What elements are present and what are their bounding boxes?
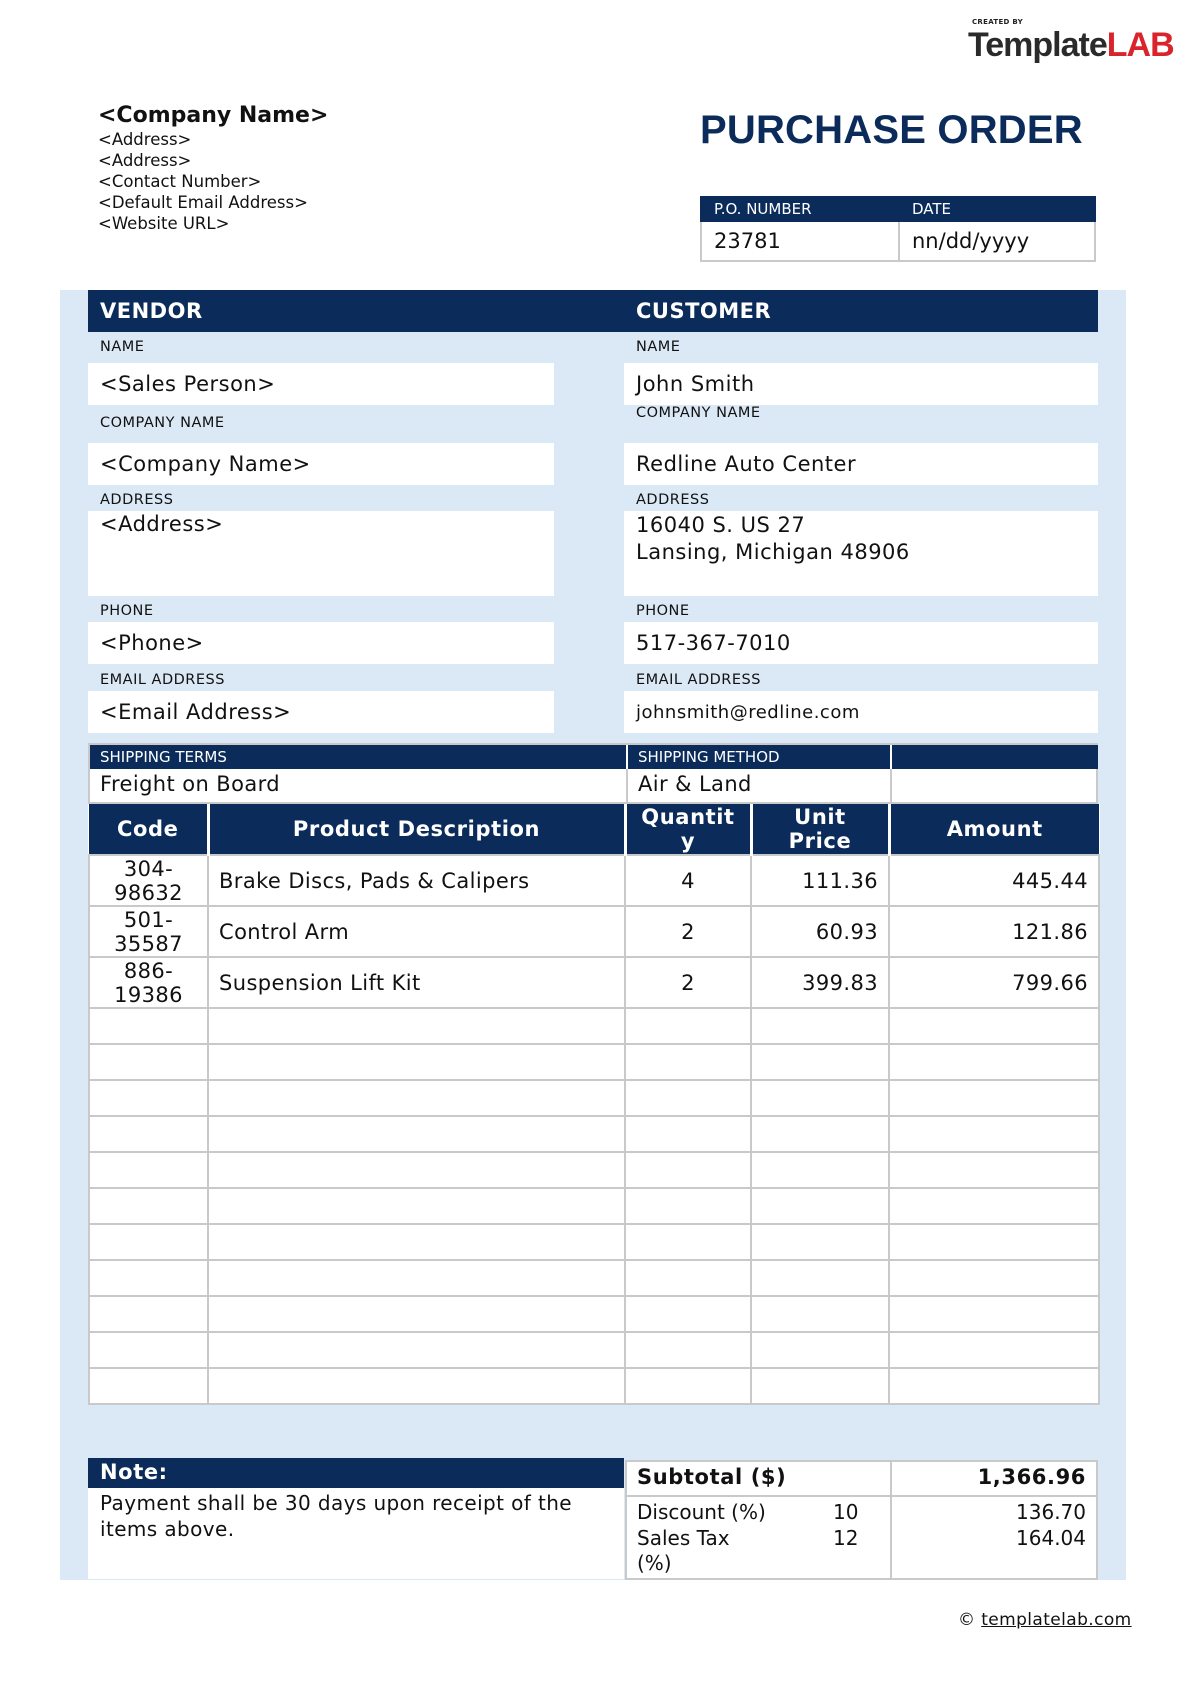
po-values (700, 222, 1096, 262)
empty-cell[interactable] (89, 1260, 208, 1296)
empty-cell[interactable] (625, 1188, 751, 1224)
empty-cell[interactable] (208, 1116, 625, 1152)
table-header-row (89, 804, 1099, 855)
logo-wordmark: TemplateLAB (968, 26, 1174, 64)
empty-cell[interactable] (889, 1260, 1099, 1296)
col-amount: Amount (889, 804, 1099, 855)
empty-cell[interactable] (889, 1008, 1099, 1044)
po-number-label: P.O. NUMBER (714, 200, 812, 218)
empty-cell[interactable] (208, 1296, 625, 1332)
company-address-1: <Address> (98, 130, 192, 149)
shipping-method-label: SHIPPING METHOD (628, 745, 890, 769)
table-row-empty (89, 1296, 1099, 1332)
empty-cell[interactable] (89, 1044, 208, 1080)
item-code[interactable]: 501- 35587 (89, 906, 208, 957)
customer-address-line2: Lansing, Michigan 48906 (636, 540, 910, 564)
vendor-address-label: ADDRESS (100, 492, 174, 508)
table-row-empty (89, 1260, 1099, 1296)
empty-cell[interactable] (889, 1116, 1099, 1152)
company-address-2: <Address> (98, 151, 192, 170)
empty-cell[interactable] (208, 1044, 625, 1080)
item-unit-price[interactable]: 111.36 (751, 855, 889, 906)
empty-cell[interactable] (889, 1152, 1099, 1188)
empty-cell[interactable] (625, 1296, 751, 1332)
empty-cell[interactable] (889, 1332, 1099, 1368)
empty-cell[interactable] (208, 1260, 625, 1296)
tax-rate[interactable]: 12 (833, 1526, 859, 1550)
empty-cell[interactable] (751, 1080, 889, 1116)
item-unit-price[interactable]: 60.93 (751, 906, 889, 957)
templatelab-logo (968, 18, 1180, 68)
vendor-phone-label: PHONE (100, 603, 154, 619)
subtotal-value: 1,366.96 (977, 1465, 1086, 1489)
empty-cell[interactable] (751, 1008, 889, 1044)
empty-cell[interactable] (89, 1296, 208, 1332)
line-items-table (88, 804, 1100, 1405)
company-info (98, 103, 328, 234)
empty-cell[interactable] (889, 1368, 1099, 1404)
empty-cell[interactable] (889, 1188, 1099, 1224)
item-amount: 799.66 (889, 957, 1099, 1008)
empty-cell[interactable] (625, 1044, 751, 1080)
po-number-field[interactable]: 23781 (714, 229, 781, 253)
empty-cell[interactable] (889, 1224, 1099, 1260)
empty-cell[interactable] (625, 1116, 751, 1152)
customer-company-field[interactable]: Redline Auto Center (624, 443, 1098, 485)
totals-section (625, 1460, 1098, 1580)
vendor-email-field[interactable]: <Email Address> (88, 691, 554, 733)
item-code[interactable]: 304- 98632 (89, 855, 208, 906)
customer-address-line1: 16040 S. US 27 (636, 513, 806, 537)
empty-cell[interactable] (625, 1260, 751, 1296)
col-description: Product Description (208, 804, 625, 855)
table-row-empty (89, 1368, 1099, 1404)
empty-cell[interactable] (208, 1224, 625, 1260)
empty-cell[interactable] (625, 1224, 751, 1260)
company-name: <Company Name> (98, 103, 329, 128)
empty-cell[interactable] (89, 1188, 208, 1224)
table-row-empty (89, 1188, 1099, 1224)
empty-cell[interactable] (625, 1332, 751, 1368)
table-row (89, 957, 1099, 1008)
tax-row (627, 1526, 1096, 1578)
customer-email-field[interactable]: johnsmith@redline.com (624, 691, 1098, 733)
item-description[interactable]: Brake Discs, Pads & Calipers (208, 855, 625, 906)
item-amount: 121.86 (889, 906, 1099, 957)
empty-cell[interactable] (208, 1368, 625, 1404)
col-quantity: Quantit y (625, 804, 751, 855)
note-text[interactable]: Payment shall be 30 days upon receipt of the items above. (88, 1488, 624, 1579)
discount-value: 136.70 (1016, 1500, 1086, 1524)
empty-cell[interactable] (625, 1152, 751, 1188)
item-description[interactable]: Suspension Lift Kit (208, 957, 625, 1008)
empty-cell[interactable] (89, 1368, 208, 1404)
vendor-company-field[interactable]: <Company Name> (88, 443, 554, 485)
empty-cell[interactable] (751, 1152, 889, 1188)
shipping-method-field[interactable]: Air & Land (626, 769, 890, 804)
empty-cell[interactable] (625, 1080, 751, 1116)
empty-cell[interactable] (208, 1152, 625, 1188)
vendor-name-label: NAME (100, 339, 145, 355)
item-quantity[interactable]: 2 (625, 906, 751, 957)
empty-cell[interactable] (625, 1008, 751, 1044)
table-row-empty (89, 1332, 1099, 1368)
empty-cell[interactable] (751, 1260, 889, 1296)
item-quantity[interactable]: 2 (625, 957, 751, 1008)
item-unit-price[interactable]: 399.83 (751, 957, 889, 1008)
customer-name-label: NAME (636, 339, 681, 355)
col-code: Code (89, 804, 208, 855)
empty-cell[interactable] (889, 1080, 1099, 1116)
customer-address-field[interactable] (624, 511, 1098, 596)
table-row-empty (89, 1080, 1099, 1116)
empty-cell[interactable] (89, 1080, 208, 1116)
customer-address-label: ADDRESS (636, 492, 710, 508)
item-code[interactable]: 886- 19386 (89, 957, 208, 1008)
empty-cell[interactable] (89, 1332, 208, 1368)
customer-name-field[interactable]: John Smith (624, 363, 1098, 405)
col-unit-price: Unit Price (751, 804, 889, 855)
po-date-label: DATE (912, 200, 952, 218)
table-row-empty (89, 1152, 1099, 1188)
vendor-heading: VENDOR (88, 290, 624, 332)
shipping-section (88, 743, 1098, 804)
tax-label: Sales Tax (%) (637, 1526, 730, 1575)
vendor-phone-field[interactable]: <Phone> (88, 622, 554, 664)
po-date-field[interactable]: nn/dd/yyyy (898, 222, 1094, 260)
discount-row (627, 1497, 1096, 1527)
copyright-icon: © (958, 1610, 976, 1630)
empty-cell[interactable] (751, 1116, 889, 1152)
empty-cell[interactable] (751, 1332, 889, 1368)
discount-rate[interactable]: 10 (833, 1500, 859, 1524)
empty-cell[interactable] (625, 1368, 751, 1404)
shipping-extra-field[interactable] (890, 769, 1096, 804)
tax-value: 164.04 (1016, 1526, 1086, 1550)
po-header (700, 196, 1096, 222)
company-email: <Default Email Address> (98, 193, 308, 212)
logo-created-by: CREATED BY (972, 18, 1024, 26)
subtotal-label: Subtotal ($) (637, 1465, 787, 1489)
empty-cell[interactable] (889, 1044, 1099, 1080)
empty-cell[interactable] (89, 1224, 208, 1260)
vendor-address-field[interactable]: <Address> (88, 511, 554, 596)
templatelab-link[interactable]: templatelab.com (981, 1610, 1132, 1630)
subtotal-row (627, 1462, 1096, 1497)
discount-label: Discount (%) (637, 1500, 766, 1524)
empty-cell[interactable] (208, 1080, 625, 1116)
empty-cell[interactable] (208, 1008, 625, 1044)
empty-cell[interactable] (889, 1296, 1099, 1332)
empty-cell[interactable] (751, 1296, 889, 1332)
footer (958, 1610, 1132, 1630)
company-contact: <Contact Number> (98, 172, 262, 191)
po-info (700, 196, 1096, 262)
customer-heading: CUSTOMER (624, 290, 1098, 332)
empty-cell[interactable] (751, 1044, 889, 1080)
empty-cell[interactable] (751, 1188, 889, 1224)
empty-cell[interactable] (751, 1368, 889, 1404)
customer-email-label: EMAIL ADDRESS (636, 672, 761, 688)
page-title: PURCHASE ORDER (700, 108, 1083, 152)
company-website: <Website URL> (98, 214, 230, 233)
customer-company-label: COMPANY NAME (636, 405, 761, 421)
shipping-extra-label (892, 745, 1098, 769)
empty-cell[interactable] (751, 1224, 889, 1260)
table-row-empty (89, 1008, 1099, 1044)
table-row-empty (89, 1116, 1099, 1152)
vendor-name-field[interactable]: <Sales Person> (88, 363, 554, 405)
table-row (89, 855, 1099, 906)
table-row (89, 906, 1099, 957)
empty-cell[interactable] (208, 1332, 625, 1368)
table-row-empty (89, 1224, 1099, 1260)
shipping-terms-label: SHIPPING TERMS (90, 745, 626, 769)
note-heading: Note: (88, 1458, 624, 1488)
blank-rows (89, 1008, 1099, 1404)
table-row-empty (89, 1044, 1099, 1080)
item-description[interactable]: Control Arm (208, 906, 625, 957)
vendor-email-label: EMAIL ADDRESS (100, 672, 225, 688)
shipping-terms-field[interactable]: Freight on Board (100, 772, 280, 796)
empty-cell[interactable] (89, 1152, 208, 1188)
customer-phone-field[interactable]: 517-367-7010 (624, 622, 1098, 664)
empty-cell[interactable] (89, 1008, 208, 1044)
empty-cell[interactable] (89, 1116, 208, 1152)
item-amount: 445.44 (889, 855, 1099, 906)
customer-phone-label: PHONE (636, 603, 690, 619)
vendor-company-label: COMPANY NAME (100, 415, 225, 431)
empty-cell[interactable] (208, 1188, 625, 1224)
item-quantity[interactable]: 4 (625, 855, 751, 906)
